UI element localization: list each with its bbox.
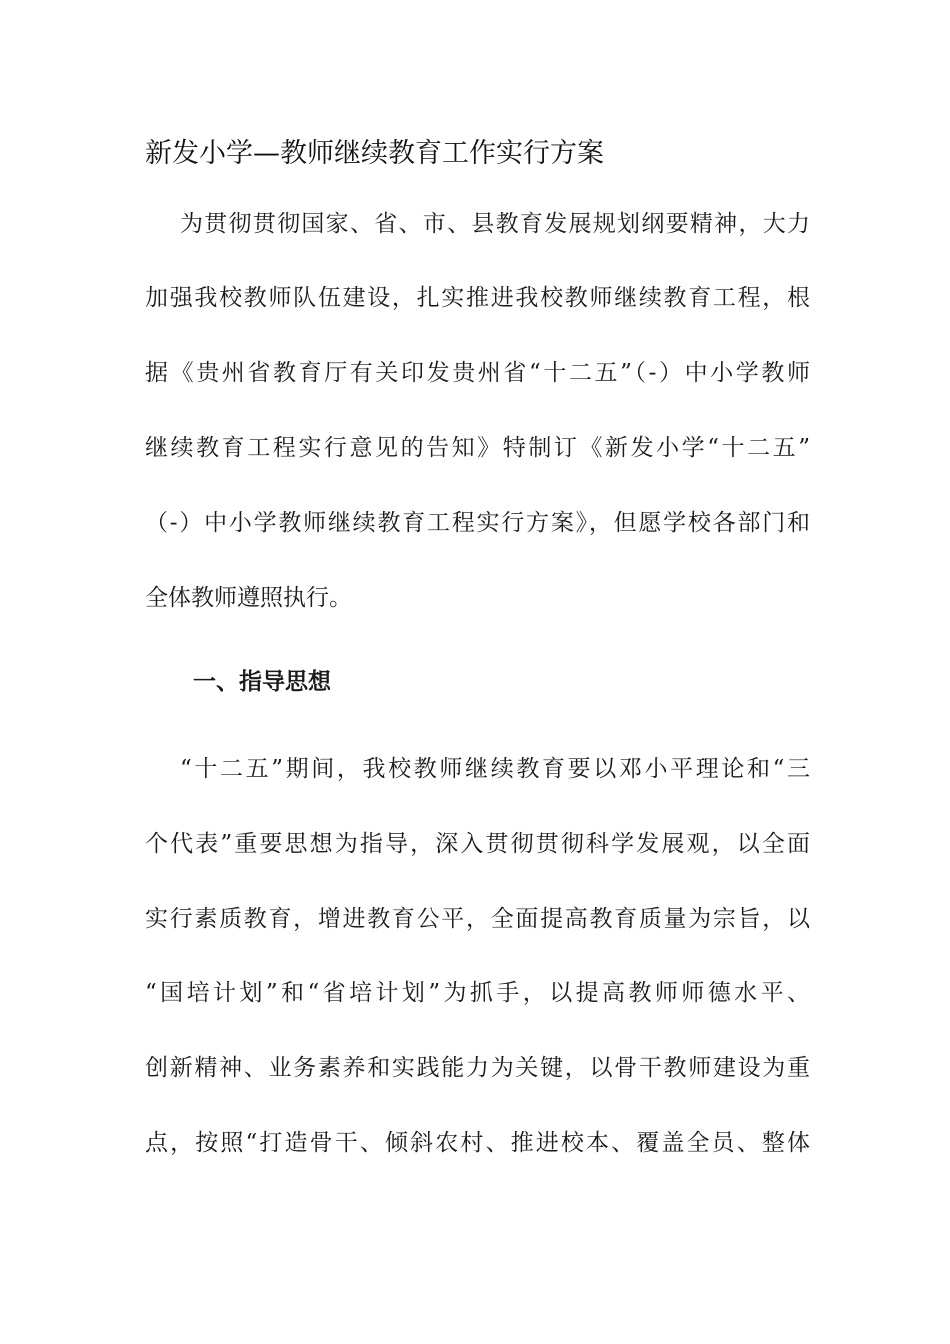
intro-line: 据《贵州省教育厅有关印发贵州省“十二五”（-）中小学教师 [145, 360, 810, 386]
intro-line: （-）中小学教师继续教育工程实行方案》，但愿学校各部门和 [145, 510, 810, 536]
section-line: 实行素质教育，增进教育公平，全面提高教育质量为宗旨，以 [145, 906, 810, 932]
intro-line: 继续教育工程实行意见的告知》特制订《新发小学“十二五” [145, 435, 810, 461]
section-line: 点，按照“打造骨干、倾斜农村、推进校本、覆盖全员、整体 [145, 1130, 810, 1156]
intro-line: 加强我校教师队伍建设，扎实推进我校教师继续教育工程，根 [145, 285, 810, 311]
intro-line: 为贯彻贯彻国家、省、市、县教育发展规划纲要精神，大力 [180, 211, 810, 237]
document-title: 新发小学—教师继续教育工作实行方案 [145, 138, 604, 169]
section-line: “十二五”期间，我校教师继续教育要以邓小平理论和“三 [180, 756, 810, 782]
section-heading: 一、指导思想 [193, 669, 331, 695]
section-line: 个代表”重要思想为指导，深入贯彻贯彻科学发展观，以全面 [145, 831, 810, 857]
section-line: “国培计划”和“省培计划”为抓手，以提高教师师德水平、 [145, 980, 810, 1006]
intro-line: 全体教师遵照执行。 [145, 585, 352, 611]
section-line: 创新精神、业务素养和实践能力为关键，以骨干教师建设为重 [145, 1055, 810, 1081]
